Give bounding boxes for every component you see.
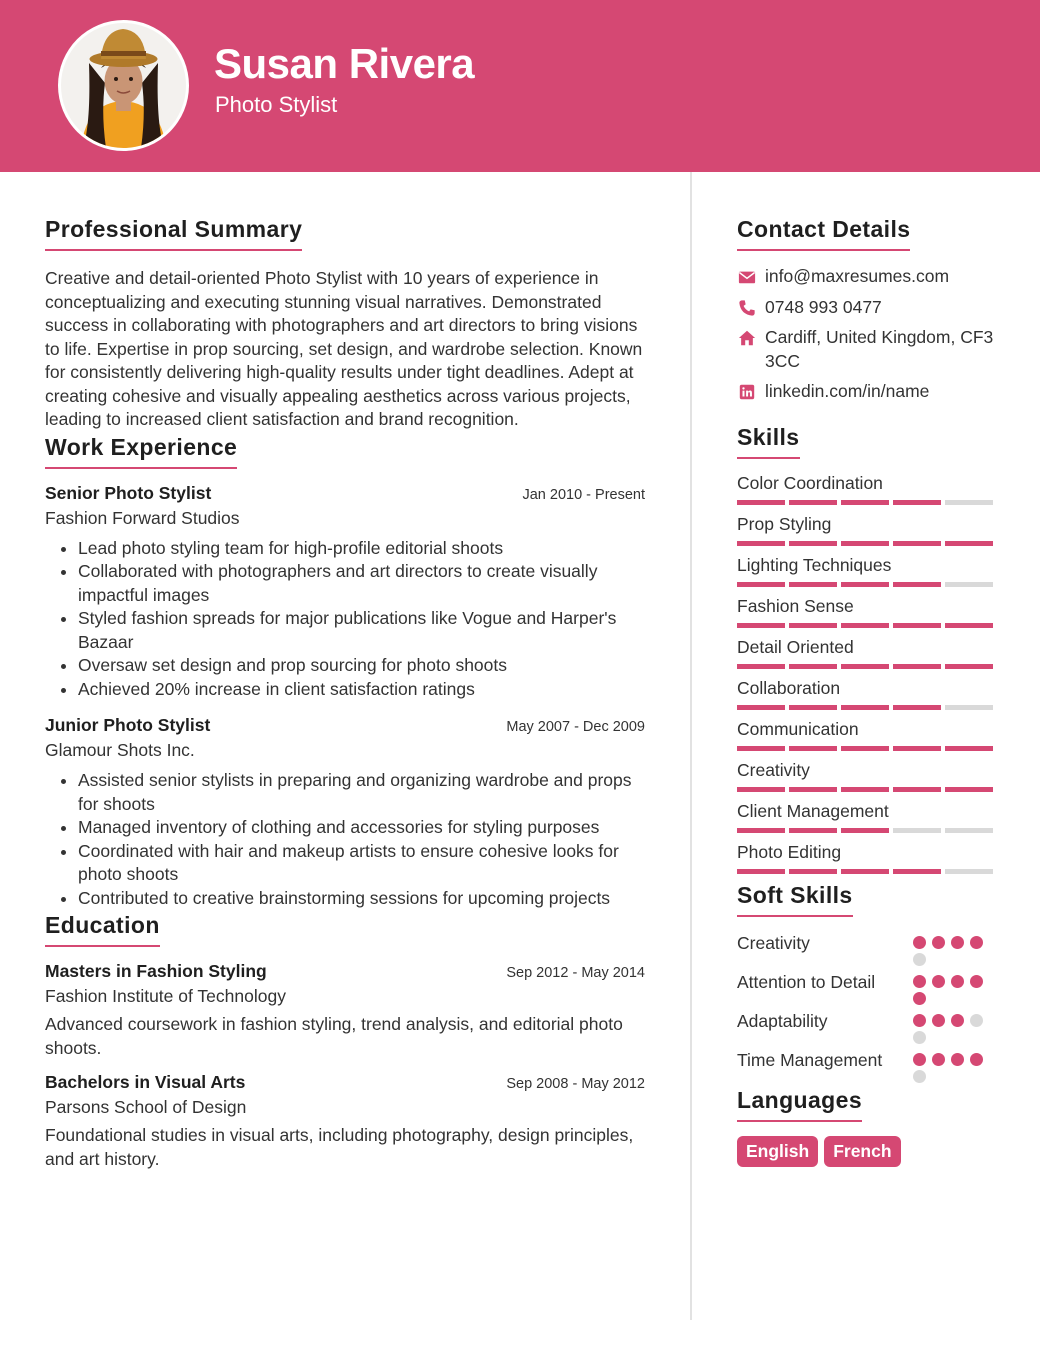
rating-dot xyxy=(913,975,926,988)
skill-level-bar xyxy=(737,500,997,505)
profile-photo-icon xyxy=(61,23,186,148)
skill-level-segment xyxy=(789,746,837,751)
language-badge: English xyxy=(737,1136,818,1167)
header-banner xyxy=(0,0,1040,172)
rating-dot xyxy=(970,936,983,949)
languages-heading: Languages xyxy=(737,1087,862,1122)
skill-level-segment xyxy=(789,623,837,628)
job-date: Jan 2010 - Present xyxy=(522,486,645,503)
skill-level-segment xyxy=(737,746,785,751)
skill-level-bar xyxy=(737,787,997,792)
soft-skill-name: Time Management xyxy=(737,1049,883,1070)
skill-level-segment xyxy=(841,623,889,628)
linkedin-icon xyxy=(737,382,757,402)
language-badge: French xyxy=(824,1136,900,1167)
contact-list xyxy=(737,265,997,404)
skill-level-bar xyxy=(737,705,997,710)
education-entry xyxy=(45,1072,645,1171)
education-entry xyxy=(45,961,645,1060)
summary-heading: Professional Summary xyxy=(45,216,302,251)
soft-skill-name: Adaptability xyxy=(737,1010,828,1031)
sidebar-column xyxy=(737,216,997,1167)
skills-section xyxy=(737,424,997,874)
skill-level-segment xyxy=(737,664,785,669)
soft-skill-rating xyxy=(913,970,997,1005)
skills-heading: Skills xyxy=(737,424,800,459)
skill-item xyxy=(737,514,997,546)
skill-level-segment xyxy=(789,500,837,505)
skill-level-segment xyxy=(893,582,941,587)
job-bullet: • Coordinated with hair and makeup artists to ensure cohesive looks for photo shoots xyxy=(78,840,645,887)
skill-level-segment xyxy=(841,828,889,833)
education-section xyxy=(45,912,645,1171)
skill-level-segment xyxy=(945,787,993,792)
skill-level-bar xyxy=(737,746,997,751)
rating-dot xyxy=(951,1053,964,1066)
soft-skills-heading: Soft Skills xyxy=(737,882,853,917)
skill-level-segment xyxy=(893,623,941,628)
skill-level-segment xyxy=(945,541,993,546)
skill-name: Collaboration xyxy=(737,677,841,698)
contact-text: 0748 993 0477 xyxy=(765,296,882,317)
job-header xyxy=(45,483,645,504)
education-header xyxy=(45,961,645,982)
skill-level-segment xyxy=(737,582,785,587)
job-bullet: • Managed inventory of clothing and accessories for styling purposes xyxy=(78,816,645,840)
education-date: Sep 2012 - May 2014 xyxy=(506,965,645,981)
contact-section xyxy=(737,216,997,404)
rating-dot xyxy=(932,1014,945,1027)
skill-name: Detail Oriented xyxy=(737,636,854,657)
education-degree: Bachelors in Visual Arts xyxy=(45,1072,246,1092)
job-title: Senior Photo Stylist xyxy=(45,482,212,503)
skill-level-segment xyxy=(893,787,941,792)
rating-dot xyxy=(932,975,945,988)
education-date: Sep 2008 - May 2012 xyxy=(506,1076,645,1092)
skill-level-segment xyxy=(893,828,941,833)
skill-item xyxy=(737,555,997,587)
skill-level-segment xyxy=(945,582,993,587)
soft-skill-rating xyxy=(913,931,997,966)
education-school: Fashion Institute of Technology xyxy=(45,986,286,1006)
skill-level-segment xyxy=(841,500,889,505)
job-entry xyxy=(45,715,645,910)
rating-dot xyxy=(951,936,964,949)
skill-level-segment xyxy=(841,705,889,710)
skill-level-segment xyxy=(789,541,837,546)
rating-dot xyxy=(913,1014,926,1027)
skill-name: Prop Styling xyxy=(737,513,832,534)
job-bullet: • Oversaw set design and prop sourcing for photo shoots xyxy=(78,654,645,678)
job-entry xyxy=(45,483,645,702)
envelope-icon xyxy=(737,267,757,287)
skill-level-segment xyxy=(945,623,993,628)
skill-level-segment xyxy=(737,541,785,546)
job-bullet: • Contributed to creative brainstorming sessions for upcoming projects xyxy=(78,887,645,911)
job-bullet: • Achieved 20% increase in client satisfaction ratings xyxy=(78,678,645,702)
job-company: Fashion Forward Studios xyxy=(45,507,240,528)
languages-section xyxy=(737,1087,997,1167)
skill-level-segment xyxy=(789,869,837,874)
skill-level-segment xyxy=(737,705,785,710)
skill-level-segment xyxy=(789,664,837,669)
skill-level-segment xyxy=(893,541,941,546)
skill-name: Creativity xyxy=(737,759,810,780)
skill-level-bar xyxy=(737,828,997,833)
education-desc: Advanced coursework in fashion styling, trend analysis, and editorial photo shoots. xyxy=(45,1014,623,1058)
rating-dot xyxy=(913,992,926,1005)
education-list xyxy=(45,961,645,1171)
soft-skills-section xyxy=(737,882,997,1083)
rating-dot xyxy=(913,1031,926,1044)
education-school: Parsons School of Design xyxy=(45,1097,247,1117)
soft-skills-list xyxy=(737,931,997,1083)
skill-level-segment xyxy=(945,828,993,833)
job-bullet: • Styled fashion spreads for major publications like Vogue and Harper's Bazaar xyxy=(78,607,645,654)
skill-item xyxy=(737,801,997,833)
skill-item xyxy=(737,719,997,751)
skill-name: Communication xyxy=(737,718,859,739)
skill-level-segment xyxy=(789,705,837,710)
skill-level-segment xyxy=(893,500,941,505)
contact-item xyxy=(737,326,997,373)
education-heading: Education xyxy=(45,912,160,947)
contact-text[interactable]: linkedin.com/in/name xyxy=(765,381,930,401)
skill-item xyxy=(737,678,997,710)
skill-name: Photo Editing xyxy=(737,841,842,862)
skill-level-segment xyxy=(945,705,993,710)
avatar xyxy=(58,20,189,151)
experience-section xyxy=(45,434,645,911)
education-desc: Foundational studies in visual arts, including photography, design principles, and art history. xyxy=(45,1125,634,1169)
summary-text: Creative and detail-oriented Photo Stylist with 10 years of experience in conceptualizing and executing stunning visual narratives. Demonstrated success in collaborating with photographers and art directors to bring visions to life. Expertise in prop sourcing, set design, and wardrobe selection. Known for consistently delivering high-quality results under tight deadlines. Adept at creating cohesive and visually appealing aesthetics across various projects, leading to increased client satisfaction and brand recognition. xyxy=(45,268,643,429)
soft-skill-rating xyxy=(913,1009,997,1044)
job-company: Glamour Shots Inc. xyxy=(45,740,195,760)
skill-level-bar xyxy=(737,582,997,587)
rating-dot xyxy=(913,953,926,966)
skill-name: Color Coordination xyxy=(737,472,883,493)
contact-item xyxy=(737,380,997,404)
skill-level-segment xyxy=(737,787,785,792)
job-bullets xyxy=(45,537,645,702)
skill-item xyxy=(737,760,997,792)
education-header xyxy=(45,1072,645,1093)
rating-dot xyxy=(932,936,945,949)
skill-level-bar xyxy=(737,869,997,874)
skill-level-segment xyxy=(789,828,837,833)
skill-level-segment xyxy=(789,787,837,792)
skill-level-segment xyxy=(841,664,889,669)
contact-text: Cardiff, United Kingdom, CF3 3CC xyxy=(765,327,994,371)
skill-level-segment xyxy=(893,705,941,710)
contact-item xyxy=(737,296,997,320)
skill-level-segment xyxy=(893,869,941,874)
skill-level-segment xyxy=(789,582,837,587)
skill-level-segment xyxy=(737,500,785,505)
soft-skill-name: Attention to Detail xyxy=(737,971,876,992)
skill-item xyxy=(737,842,997,874)
rating-dot xyxy=(913,1053,926,1066)
job-date: May 2007 - Dec 2009 xyxy=(506,719,645,735)
contact-item xyxy=(737,265,997,289)
soft-skill-name: Creativity xyxy=(737,932,810,953)
skill-level-segment xyxy=(945,500,993,505)
skill-level-segment xyxy=(841,746,889,751)
rating-dot xyxy=(951,975,964,988)
rating-dot xyxy=(932,1053,945,1066)
candidate-role: Photo Stylist xyxy=(215,92,338,117)
skill-level-segment xyxy=(737,623,785,628)
rating-dot xyxy=(913,1070,926,1083)
job-bullet: • Lead photo styling team for high-profile editorial shoots xyxy=(78,537,645,561)
contact-text[interactable]: info@maxresumes.com xyxy=(765,266,950,286)
candidate-name: Susan Rivera xyxy=(214,40,475,87)
job-bullet: • Assisted senior stylists in preparing and organizing wardrobe and props for shoots xyxy=(78,769,645,816)
skill-level-segment xyxy=(841,787,889,792)
rating-dot xyxy=(951,1014,964,1027)
skill-level-segment xyxy=(893,664,941,669)
phone-icon xyxy=(737,298,757,318)
skill-name: Fashion Sense xyxy=(737,595,854,616)
skill-item xyxy=(737,637,997,669)
soft-skill-item xyxy=(737,1009,997,1044)
rating-dot xyxy=(970,1053,983,1066)
skill-level-segment xyxy=(893,746,941,751)
soft-skill-item xyxy=(737,970,997,1005)
job-header xyxy=(45,715,645,736)
skill-level-segment xyxy=(841,541,889,546)
skill-level-segment xyxy=(945,664,993,669)
soft-skill-item xyxy=(737,1048,997,1083)
skill-level-bar xyxy=(737,541,997,546)
main-column xyxy=(45,216,645,1171)
summary-section xyxy=(45,216,645,432)
soft-skill-item xyxy=(737,931,997,966)
languages-list xyxy=(737,1136,997,1167)
skill-name: Client Management xyxy=(737,800,889,821)
skills-list xyxy=(737,473,997,874)
skill-level-segment xyxy=(737,869,785,874)
experience-heading: Work Experience xyxy=(45,434,237,469)
job-bullets xyxy=(45,769,645,910)
job-title: Junior Photo Stylist xyxy=(45,715,211,735)
home-icon xyxy=(737,328,757,348)
skill-item xyxy=(737,596,997,628)
rating-dot xyxy=(913,936,926,949)
education-degree: Masters in Fashion Styling xyxy=(45,961,267,981)
rating-dot xyxy=(970,975,983,988)
skill-level-bar xyxy=(737,623,997,628)
skill-level-segment xyxy=(945,869,993,874)
skill-level-segment xyxy=(841,869,889,874)
skill-level-bar xyxy=(737,664,997,669)
skill-level-segment xyxy=(737,828,785,833)
soft-skill-rating xyxy=(913,1048,997,1083)
skill-level-segment xyxy=(945,746,993,751)
column-divider xyxy=(690,172,692,1320)
skill-level-segment xyxy=(841,582,889,587)
job-bullet: • Collaborated with photographers and art directors to create visually impactful images xyxy=(78,560,645,607)
contact-heading: Contact Details xyxy=(737,216,910,251)
job-list xyxy=(45,483,645,911)
skill-item xyxy=(737,473,997,505)
skill-name: Lighting Techniques xyxy=(737,554,892,575)
rating-dot xyxy=(970,1014,983,1027)
